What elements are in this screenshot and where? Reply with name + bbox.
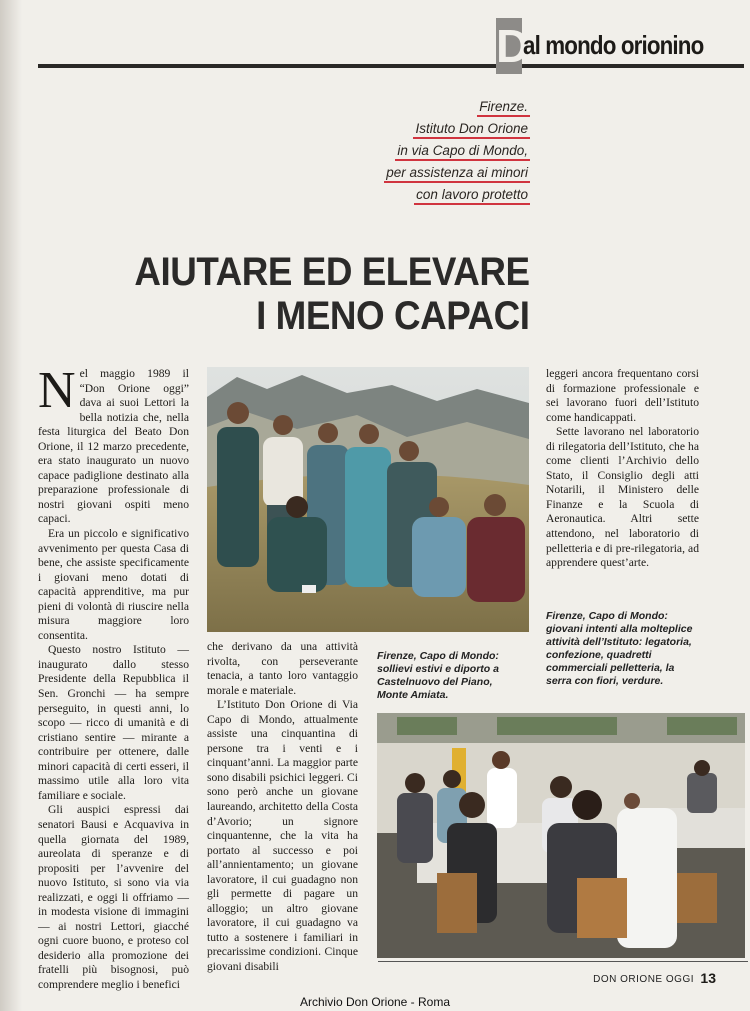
page-binding-shadow [0, 0, 22, 1011]
article-column-2 [207, 640, 358, 975]
paragraph: Sette lavorano nel laboratorio di rilegatoria dell’Istituto, che ha come clienti l’Archivio dello Stato, il Consiglio degli atti Notarili, il Ministero delle Finanze e la Scuola di Aeronautica. Altri sette attendono, nel laboratorio di pelletteria e di pre-rilegatoria, ad apprendere quest’arte. [546, 425, 699, 570]
magazine-name: DON ORIONE OGGI [593, 974, 694, 985]
workshop-photo [377, 713, 745, 958]
photo-caption-2: Firenze, Capo di Mondo: giovani intenti alla molteplice attività dell’Istituto: legatoria, confezione, quadretti commerciali pelletteria, la serra con fiori, verdure. [546, 610, 693, 687]
archive-watermark: Archivio Don Orione - Roma [299, 995, 451, 1009]
headline-line: I MENO CAPACI [256, 294, 530, 338]
paragraph: che derivano da una attività rivolta, con perseverante tenacia, a tanto loro vantaggio morale e materiale. [207, 640, 358, 697]
headline-line: AIUTARE ED ELEVARE [134, 250, 530, 294]
paragraph: el maggio 1989 il “Don Orione oggi” dava ai suoi Lettori la bella notizia che, nella festa liturgica del Beato Don Orione, il 12 marzo precedente, era stato inaugurato un nuovo capace padiglione destinato alla preparazione professionale di nostri giovani ospiti meno capaci. [38, 367, 189, 526]
article-column-3 [546, 367, 699, 571]
section-title: al mondo orionino [523, 30, 704, 60]
article-column-1 [38, 362, 189, 993]
subtitle-line: Firenze. [477, 99, 530, 117]
drop-cap: N [38, 362, 76, 419]
subtitle-line: per assistenza ai minori [384, 165, 530, 183]
subtitle-line: in via Capo di Mondo, [395, 143, 530, 161]
article-headline [100, 250, 530, 338]
footer-rule [378, 961, 748, 962]
article-subtitle [384, 98, 530, 208]
paragraph: L’Istituto Don Orione di Via Capo di Mondo, attualmente assiste una cinquantina di persone tra i venti e i cinquant’anni. La maggior parte sono disabili psichici leggeri. Ci sono però anche un giovane laureando, architetto della Costa d’Avorio; un signore cinquantenne, che la vita ha portato al successo e poi all’annientamento; un giovane lavoratore, il cui guadagno non gli permette di pagare un alloggio; un altro giovane lavoratore, il cui guadagno va tutto a sostenere i familiari in precarissime condizioni. Cinque giovani disabili [207, 698, 358, 974]
page-number: 13 [700, 970, 716, 986]
paragraph: Era un piccolo e significativo avvenimento per questa Casa di bene, che assiste specificamente i giovani meno dotati di capacità apprenditive, ma pur pieni di volontà di riuscire nella misura maggiore loro consentita. [38, 527, 189, 642]
header-rule [38, 64, 744, 68]
subtitle-line: con lavoro protetto [414, 187, 530, 205]
subtitle-line: Istituto Don Orione [413, 121, 530, 139]
photo-caption-1: Firenze, Capo di Mondo: sollievi estivi e diporto a Castelnuovo del Piano, Monte Amiata. [377, 650, 499, 701]
paragraph: leggeri ancora frequentano corsi di formazione professionale e sei lavorano fuori dell’Istituto come handicappati. [546, 367, 699, 424]
paragraph: Questo nostro Istituto — inaugurato dallo stesso Presidente della Repubblica il Sen. Gronchi — ha sempre perseguito, in questi anni, lo scopo — ricco di umanità e di cristiano sentire — mirante a contribuire per ottenere, dalle minori capacità di certi esseri, il massimo utile alla loro vita familiare e sociale. [38, 643, 189, 802]
section-initial: D [496, 20, 530, 72]
paragraph: Gli auspici espressi dai senatori Bausi e Acquaviva in quella giornata del 1989, aureolata di speranze e di propositi per l’avvenire del nuovo Istituto, si sono via via realizzati, e oggi li offriamo — in modesta visione di immagini — ai nostri Lettori, giacché ogni cuore buono, e proteso col desiderio alla promozione dei fratelli più bisognosi, può comprendere meglio i benefici [38, 803, 189, 991]
group-photo-mountains [207, 367, 529, 632]
